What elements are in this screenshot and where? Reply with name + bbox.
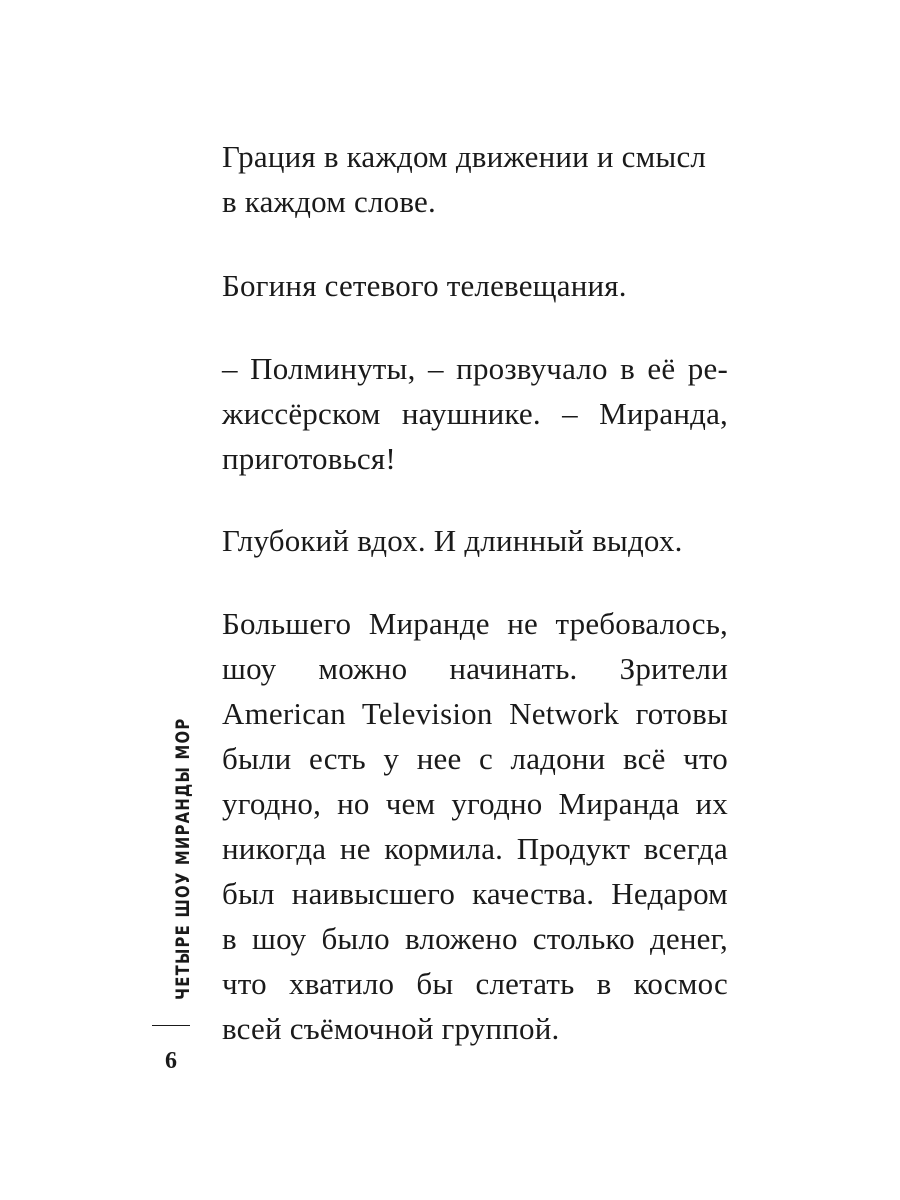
text-line: приготовься! [222,441,396,476]
paragraph-1 [222,134,728,224]
page-number: 6 [165,1048,177,1074]
text-line: шоу можно начинать. Зрители [222,651,728,686]
text-line: Богиня сетевого телевещания. [222,268,627,303]
text-line: что хватило бы слетать в космос [222,966,728,1001]
text-line: угодно, но чем угодно Миранда их [222,786,728,821]
text-line: были есть у нее с ладони всё что [222,741,728,776]
paragraph-3 [222,346,728,481]
folio-rule [152,1025,190,1026]
text-line: всей съёмочной группой. [222,1011,560,1046]
paragraph-5 [222,601,728,1051]
paragraph-2 [222,263,728,308]
text-line: American Television Network готовы [222,696,728,731]
text-line: – Полминуты, – прозвучало в её ре- [222,351,728,386]
text-line: в шоу было вложено столько денег, [222,921,728,956]
text-line: жиссёрском наушнике. – Миранда, [222,396,728,431]
text-line: был наивысшего качества. Недаром [222,876,728,911]
text-line: в каждом слове. [222,184,436,219]
text-line: Грация в каждом движении и смысл [222,139,707,174]
running-head: ЧЕТЫРЕ ШОУ МИРАНДЫ МОР [172,717,194,1000]
text-line: никогда не кормила. Продукт всегда [222,831,728,866]
text-line: Глубокий вдох. И длинный выдох. [222,523,683,558]
paragraph-4 [222,518,728,563]
text-line: Большего Миранде не требовалось, [222,606,728,641]
